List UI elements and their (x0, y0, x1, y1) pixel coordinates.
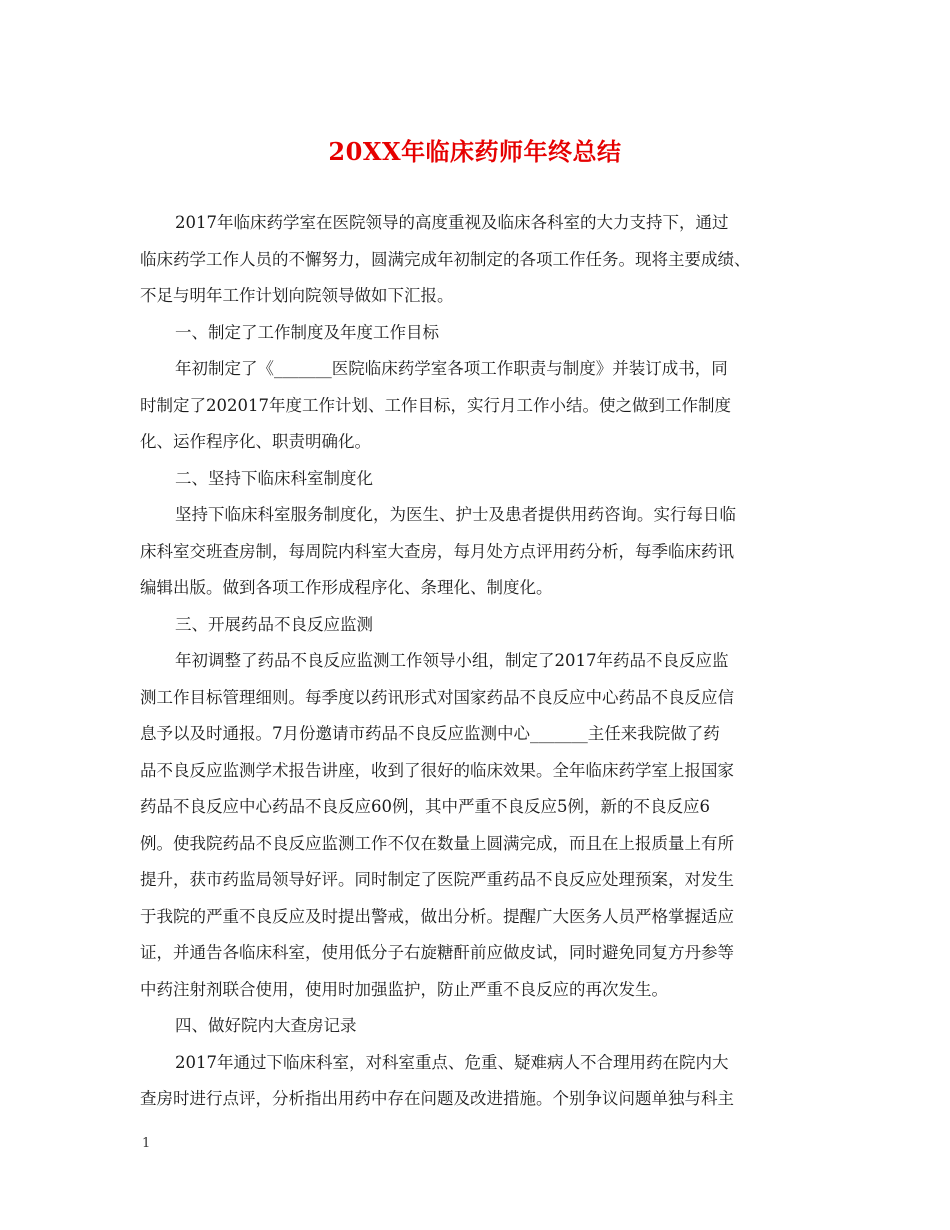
body-line: 例。使我院药品不良反应监测工作不仅在数量上圆满完成，而且在上报质量上有所 (140, 833, 734, 853)
body-line: 查房时进行点评，分析指出用药中存在问题及改进措施。个别争议问题单独与科主 (140, 1089, 734, 1108)
body-line: 2017年临床药学室在医院领导的高度重视及临床各科室的大力支持下，通过 (175, 213, 729, 232)
page-number: 1 (142, 1136, 151, 1151)
body-line: 药品不良反应中心药品不良反应60例，其中严重不良反应5例，新的不良反应6 (140, 797, 710, 816)
body-line: 一、制定了工作制度及年度工作目标 (175, 322, 439, 342)
body-line: 2017年通过下临床科室，对科室重点、危重、疑难病人不合理用药在院内大 (175, 1052, 729, 1072)
body-line: 于我院的严重不良反应及时提出警戒，做出分析。提醒广大医务人员严格掌握适应 (140, 906, 734, 926)
body-line: 不足与明年工作计划向院领导做如下汇报。 (140, 286, 454, 305)
body-line: 床科室交班查房制，每周院内科室大查房，每月处方点评用药分析，每季临床药讯 (140, 541, 734, 561)
body-line: 化、运作程序化、职责明确化。 (140, 432, 371, 451)
document-body (140, 205, 830, 1118)
body-line: 息予以及时通报。7月份邀请市药品不良反应监测中心_______主任来我院做了药 (140, 724, 720, 743)
body-line: 临床药学工作人员的不懈努力，圆满完成年初制定的各项工作任务。现将主要成绩、 (140, 249, 751, 269)
body-line: 坚持下临床科室服务制度化，为医生、护士及患者提供用药咨询。实行每日临 (175, 505, 736, 524)
body-line: 时制定了202017年度工作计划、工作目标，实行月工作小结。使之做到工作制度 (140, 395, 731, 415)
body-line: 测工作目标管理细则。每季度以药讯形式对国家药品不良反应中心药品不良反应信 (140, 687, 734, 707)
body-line: 中药注射剂联合使用，使用时加强监护，防止严重不良反应的再次发生。 (140, 979, 668, 999)
body-line: 证，并通告各临床科室，使用低分子右旋糖酐前应做皮试，同时避免同复方丹参等 (140, 943, 734, 962)
body-line: 二、坚持下临床科室制度化 (175, 468, 373, 488)
body-line: 三、开展药品不良反应监测 (175, 614, 373, 634)
body-line: 年初调整了药品不良反应监测工作领导小组，制定了2017年药品不良反应监 (175, 651, 729, 670)
body-line: 年初制定了《_______医院临床药学室各项工作职责与制度》并装订成书，同 (175, 359, 728, 378)
body-line: 提升，获市药监局领导好评。同时制定了医院严重药品不良反应处理预案，对发生 (140, 870, 734, 889)
body-line: 编辑出版。做到各项工作形成程序化、条理化、制度化。 (140, 578, 553, 597)
document-title: 20XX年临床药师年终总结 (328, 137, 622, 166)
body-line: 四、做好院内大查房记录 (175, 1016, 357, 1035)
body-line: 品不良反应监测学术报告讲座，收到了很好的临床效果。全年临床药学室上报国家 (140, 760, 734, 780)
